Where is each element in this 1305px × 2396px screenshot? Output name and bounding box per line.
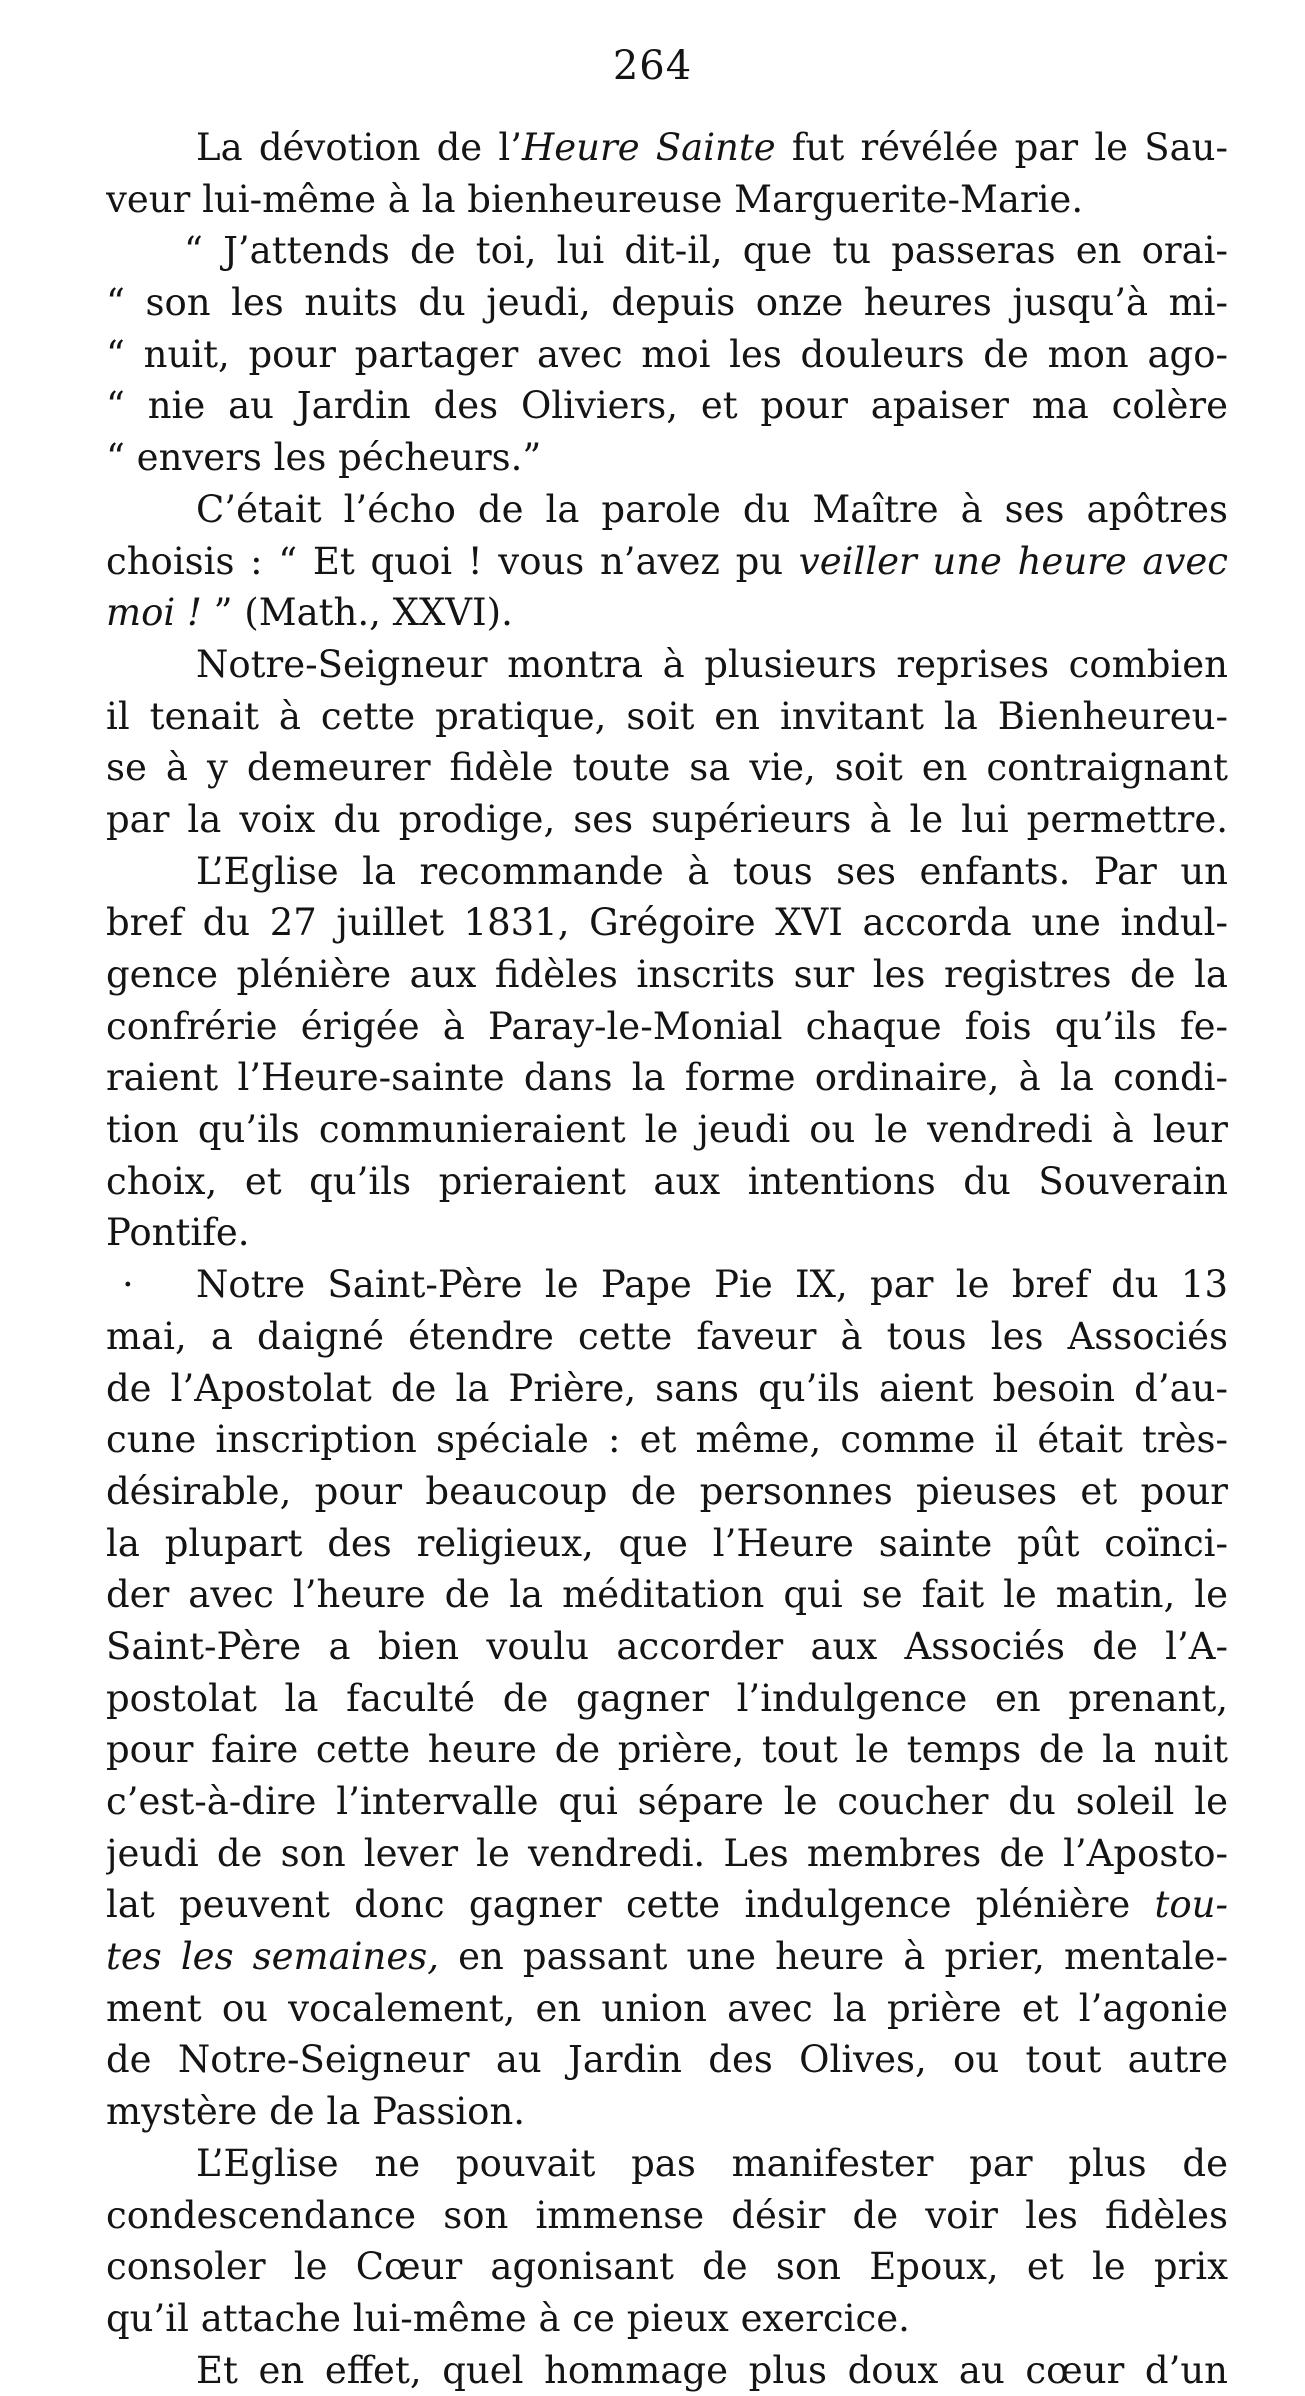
text-line: gence plénière aux fidèles inscrits sur les registres de la bbox=[106, 953, 1228, 996]
text-line: Et en effet, quel hommage plus doux au cœur d’un bbox=[196, 2348, 1228, 2392]
text-line: Saint-Père a bien voulu accorder aux Associés de l’A- bbox=[106, 1624, 1228, 1668]
text-line: choisis : “ Et quoi ! vous n’avez pu veiller une heure avec bbox=[106, 539, 1228, 583]
body-text bbox=[106, 122, 1228, 2396]
text-line: mystère de la Passion. bbox=[106, 2090, 526, 2134]
text-line: cune inscription spéciale : et même, comme il était très- bbox=[106, 1418, 1228, 1462]
page-number: 264 bbox=[612, 43, 693, 89]
text-line: c’est-à-dire l’intervalle qui sépare le coucher du soleil le bbox=[106, 1780, 1228, 1823]
text-line: de l’Apostolat de la Prière, sans qu’ils aient besoin d’au- bbox=[106, 1366, 1228, 1410]
text-line: der avec l’heure de la méditation qui se fait le matin, le bbox=[106, 1573, 1228, 1617]
text-line: confrérie érigée à Paray-le-Monial chaque fois qu’ils fe- bbox=[106, 1004, 1228, 1048]
text-line: tion qu’ils communieraient le jeudi ou le vendredi à leur bbox=[106, 1108, 1228, 1152]
text-line: de Notre-Seigneur au Jardin des Olives, ou tout autre bbox=[106, 2038, 1228, 2082]
text-line: tes les semaines, en passant une heure à prier, mentale- bbox=[106, 1935, 1228, 1979]
text-line: il tenait à cette pratique, soit en invitant la Bienheureu- bbox=[106, 694, 1228, 738]
text-line: “ son les nuits du jeudi, depuis onze heures jusqu’à mi- bbox=[106, 281, 1228, 325]
text-line: “ envers les pécheurs.” bbox=[106, 436, 542, 480]
text-line: Pontife. bbox=[106, 1211, 250, 1255]
text-line: jeudi de son lever le vendredi. Les membres de l’Aposto- bbox=[106, 1831, 1228, 1875]
text-line: se à y demeurer fidèle toute sa vie, soit en contraignant bbox=[106, 746, 1228, 790]
text-line: la plupart des religieux, que l’Heure sainte pût coïnci- bbox=[106, 1521, 1228, 1565]
text-line: · Notre Saint-Père le Pape Pie IX, par le bref du 13 bbox=[106, 1259, 1228, 1311]
text-line: “ J’attends de toi, lui dit-il, que tu passeras en orai- bbox=[184, 229, 1228, 273]
text-line: bref du 27 juillet 1831, Grégoire XVI accorda une indul- bbox=[106, 901, 1228, 945]
text-line: par la voix du prodige, ses supérieurs à le lui permettre. bbox=[106, 797, 1228, 841]
text-line: moi ! ” (Math., XXVI). bbox=[106, 591, 513, 635]
text-line: “ nuit, pour partager avec moi les douleurs de mon ago- bbox=[106, 332, 1228, 376]
text-line: choix, et qu’ils prieraient aux intentions du Souverain bbox=[106, 1159, 1228, 1203]
text-line: qu’il attache lui-même à ce pieux exercice. bbox=[106, 2296, 910, 2340]
text-line: consoler le Cœur agonisant de son Epoux, et le prix bbox=[106, 2245, 1228, 2289]
text-line: condescendance son immense désir de voir les fidèles bbox=[106, 2193, 1228, 2237]
text-line: Notre-Seigneur montra à plusieurs reprises combien bbox=[196, 642, 1228, 686]
text-line: raient l’Heure-sainte dans la forme ordinaire, à la condi- bbox=[106, 1056, 1228, 1100]
text-line: postolat la faculté de gagner l’indulgence en prenant, bbox=[106, 1676, 1228, 1720]
text-line: pour faire cette heure de prière, tout le temps de la nuit bbox=[106, 1728, 1228, 1772]
text-line: ment ou vocalement, en union avec la prière et l’agonie bbox=[106, 1986, 1228, 2030]
text-line: L’Eglise ne pouvait pas manifester par plus de bbox=[196, 2141, 1228, 2185]
text-line: lat peuvent donc gagner cette indulgence plénière tou- bbox=[106, 1883, 1228, 1927]
text-line: La dévotion de l’Heure Sainte fut révélée par le Sau- bbox=[196, 126, 1228, 169]
text-line: mai, a daigné étendre cette faveur à tous les Associés bbox=[106, 1314, 1228, 1358]
text-line: “ nie au Jardin des Oliviers, et pour apaiser ma colère bbox=[106, 384, 1228, 428]
text-line: désirable, pour beaucoup de personnes pieuses et pour bbox=[106, 1469, 1228, 1513]
text-line: veur lui-même à la bienheureuse Marguerite-Marie. bbox=[106, 177, 1084, 221]
text-line: C’était l’écho de la parole du Maître à ses apôtres bbox=[196, 487, 1228, 531]
text-line: L’Eglise la recommande à tous ses enfants. Par un bbox=[196, 849, 1228, 893]
